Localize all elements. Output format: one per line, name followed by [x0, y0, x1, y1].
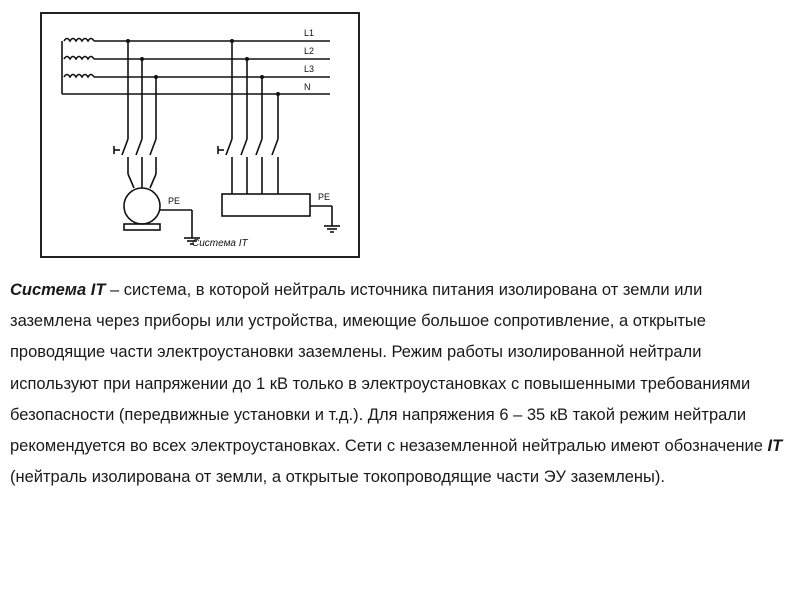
- description-paragraph: [10, 275, 785, 493]
- motor-symbol: [124, 174, 200, 244]
- motor-pe-label: PE: [168, 196, 181, 206]
- junction-dots: [126, 39, 280, 96]
- it-system-diagram: [40, 12, 360, 258]
- bus-lines: [86, 41, 330, 94]
- term-it: IT: [767, 437, 783, 456]
- term-it-system: Система IT: [10, 281, 106, 299]
- motor-feeder: [114, 41, 156, 174]
- source-windings: [62, 39, 94, 95]
- diagram-caption: Система IT: [192, 238, 248, 249]
- load-feeder: [218, 41, 278, 194]
- bus-label-l3: L3: [304, 64, 315, 74]
- load-pe-label: PE: [318, 192, 331, 202]
- bus-label-n: N: [304, 82, 311, 92]
- description-part-2: (нейтраль изолирована от земли, а открытые токопроводящие части ЭУ заземлены).: [10, 468, 665, 487]
- circuit-schematic: [42, 14, 358, 256]
- bus-label-l1: L1: [304, 28, 315, 38]
- description-part-1: – система, в которой нейтраль источника питания изолирована от земли или заземлена через приборы или устройства, имеющие большое сопротивление, а открытые проводящие части электроустановки заземлены. Режим работы изолированной нейтрали используют при напряжении до 1 кВ только в электроустановках с повышенными требованиями безопасности (передвижные установки и т.д.). Для напряжения 6 – 35 кВ такой режим нейтрали рекомендуется во всех электроустановках. Сети с незаземленной нейтралью имеют обозначение: [10, 281, 768, 456]
- description-text: [10, 275, 785, 493]
- bus-label-l2: L2: [304, 46, 315, 56]
